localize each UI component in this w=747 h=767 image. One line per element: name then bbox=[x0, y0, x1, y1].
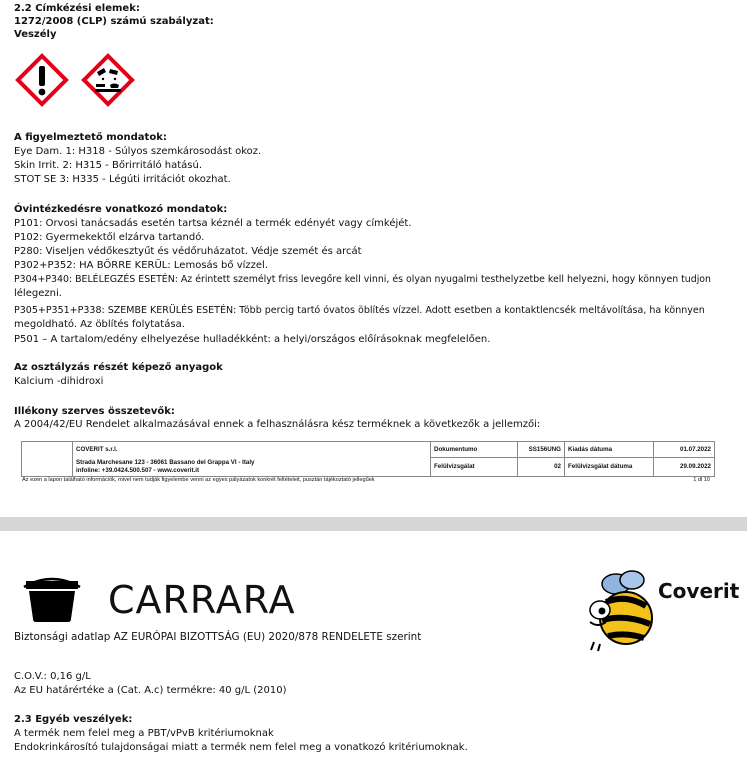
clp-regulation: 1272/2008 (CLP) számú szabályzat: bbox=[14, 16, 214, 27]
voc-section-text: A 2004/42/EU Rendelet alkalmazásával ennek a felhasználásra kész terméknek a következők a jellemzői: bbox=[14, 419, 541, 430]
footer-revdate-label: Felülvizsgálat dátuma bbox=[565, 458, 654, 477]
hazard-line: STOT SE 3: H335 - Légúti irritációt okozhat. bbox=[14, 174, 231, 185]
precaution-line: lélegezni. bbox=[14, 288, 62, 299]
footer-doc-label: Dokumentumo bbox=[431, 442, 518, 458]
signal-word: Veszély bbox=[14, 29, 57, 40]
corrosion-icon bbox=[80, 52, 136, 108]
footer-revdate-value: 29.09.2022 bbox=[654, 458, 715, 477]
coverit-logo-text: Coverit bbox=[658, 579, 740, 603]
hazard-line: Skin Irrit. 2: H315 - Bőrirritáló hatású. bbox=[14, 160, 203, 171]
precaution-line: P101: Orvosi tanácsadás esetén tartsa kéznél a termék edényét vagy címkéjét. bbox=[14, 218, 412, 229]
section-2-2-title: 2.2 Címkézési elemek: bbox=[14, 3, 140, 14]
footer-disclaimer: Az ezen a lapon található információk, mivel nem tudják figyelembe venni az egyes pályázatok konkrét feltételeit, pusztán tájékoztató jellegűek bbox=[22, 477, 375, 483]
other-hazard-line: Endokrinkárosító tulajdonságai miatt a termék nem felel meg a vonatkozó kritériumoknak. bbox=[14, 742, 468, 753]
classification-value: Kalcium -dihidroxi bbox=[14, 376, 104, 387]
footer-company: COVERIT s.r.l. bbox=[73, 442, 431, 458]
hazard-title: A figyelmeztető mondatok: bbox=[14, 132, 167, 143]
voc-cov: C.O.V.: 0,16 g/L bbox=[14, 671, 91, 682]
bucket-icon bbox=[22, 577, 82, 623]
precaution-line: P280: Viseljen védőkesztyűt és védőruházatot. Védje szemét és arcát bbox=[14, 246, 362, 257]
footer-logo-cell bbox=[22, 442, 73, 477]
precaution-line: megoldható. Az öblítés folytatása. bbox=[14, 319, 185, 330]
precaution-line: P304+P340: BELÉLEGZÉS ESETÉN: Az érintett személyt friss levegőre kell vinni, és olyan nyugalmi testhelyzetbe kell helyezni, hogy könnyen tudjon bbox=[14, 274, 711, 285]
footer-issue-value: 01.07.2022 bbox=[654, 442, 715, 458]
footer-rev-value: 02 bbox=[518, 458, 565, 477]
footer-address: Strada Marchesane 123 - 36061 Bassano del Grappa VI - Italy bbox=[76, 458, 255, 466]
section-2-3-title: 2.3 Egyéb veszélyek: bbox=[14, 714, 133, 725]
footer-doc-value: SS156UNG bbox=[518, 442, 565, 458]
precaution-line: P305+P351+P338: SZEMBE KERÜLÉS ESETÉN: Több percig tartó óvatos öblítés vízzel. Adott esetben a kontaktlencsék meltávolítása, ha könnyen bbox=[14, 305, 705, 316]
voc-section-title: Illékony szerves összetevők: bbox=[14, 406, 175, 417]
footer-contact: infoline: +39.0424.500.507 - www.coverit.it bbox=[76, 466, 200, 474]
precaution-line: P102: Gyermekektől elzárva tartandó. bbox=[14, 232, 205, 243]
voc-eu-limit: Az EU határértéke a (Cat. A.c) termékre: 40 g/L (2010) bbox=[14, 685, 287, 696]
page-separator bbox=[0, 517, 747, 531]
brand-name: CARRARA bbox=[108, 578, 296, 622]
exclamation-mark-icon bbox=[14, 52, 70, 108]
coverit-bee-logo bbox=[586, 566, 740, 656]
document-footer-table bbox=[21, 441, 715, 477]
precaution-line: P501 – A tartalom/edény elhelyezése hulladékként: a helyi/országos előírásoknak megfelelően. bbox=[14, 334, 491, 345]
hazard-line: Eye Dam. 1: H318 - Súlyos szemkárosodást okoz. bbox=[14, 146, 262, 157]
precaution-title: Óvintézkedésre vonatkozó mondatok: bbox=[14, 204, 228, 215]
footer-page-number: 1 dl 10 bbox=[693, 477, 710, 483]
document-subtitle: Biztonsági adatlap AZ EURÓPAI BIZOTTSÁG (EU) 2020/878 RENDELETE szerint bbox=[14, 631, 422, 643]
footer-issue-label: Kiadás dátuma bbox=[565, 442, 654, 458]
other-hazard-line: A termék nem felel meg a PBT/vPvB kritériumoknak bbox=[14, 728, 274, 739]
precaution-line: P302+P352: HA BŐRRE KERÜL: Lemosás bő vízzel. bbox=[14, 260, 268, 271]
classification-title: Az osztályzás részét képező anyagok bbox=[14, 362, 223, 373]
footer-address-cell bbox=[73, 458, 431, 477]
footer-rev-label: Felülvizsgálat bbox=[431, 458, 518, 477]
